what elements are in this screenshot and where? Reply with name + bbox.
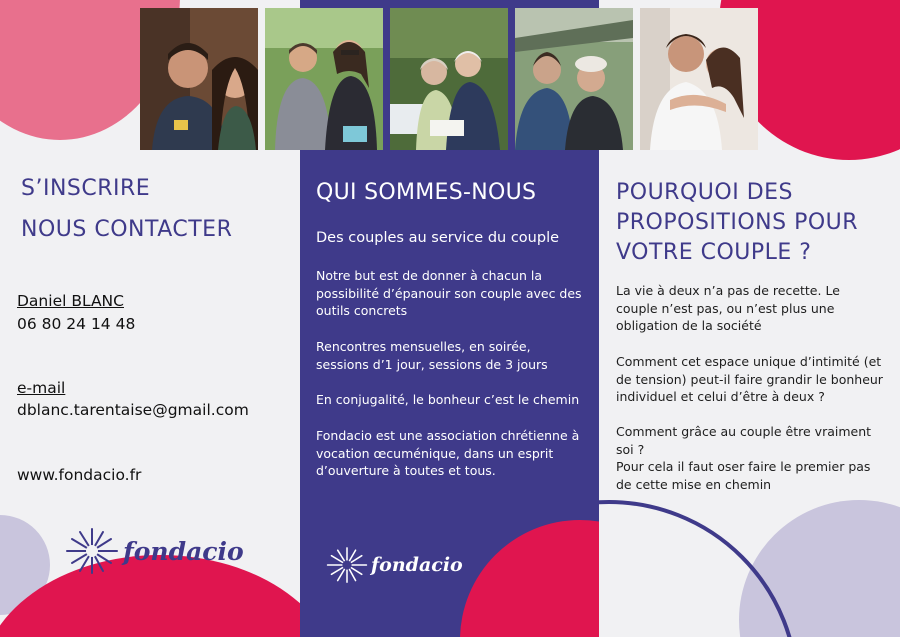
phone-number: 06 80 24 14 48: [17, 315, 136, 333]
why-paragraph: La vie à deux n’a pas de recette. Le couple n’est pas, ou n’est plus une obligation de la société: [616, 283, 840, 333]
why-title-line: VOTRE COUPLE ?: [616, 240, 812, 265]
email-address[interactable]: dblanc.tarentaise@gmail.com: [17, 401, 249, 419]
website-link[interactable]: www.fondacio.fr: [17, 466, 142, 484]
about-paragraph: Notre but est de donner à chacun la possibilité d’épanouir son couple avec des outils concrets: [316, 268, 582, 318]
why-title-line: PROPOSITIONS POUR: [616, 210, 859, 235]
couple-embracing-photo: [640, 8, 758, 150]
email-label: e-mail: [17, 379, 66, 397]
logo-wordmark: fondacio: [371, 554, 463, 576]
about-paragraph: En conjugalité, le bonheur c’est le chemin: [316, 392, 580, 407]
about-paragraph: Rencontres mensuelles, en soirée, sessions d’1 jour, sessions de 3 jours: [316, 339, 548, 372]
why-paragraph: Comment cet espace unique d’intimité (et de tension) peut-il faire grandir le bonheur individuel et celui d’être à deux ?: [616, 354, 883, 404]
why-paragraph: Pour cela il faut oser faire le premier pas de cette mise en chemin: [616, 459, 871, 492]
signup-heading: S’INSCRIRE: [21, 176, 151, 201]
about-title: QUI SOMMES-NOUS: [316, 180, 537, 205]
couple-smiling-photo: [140, 8, 258, 150]
fondacio-logo: [65, 527, 244, 575]
crimson-circle-decoration: [460, 520, 599, 637]
why-paragraph: Comment grâce au couple être vraiment soi ?: [616, 424, 872, 457]
about-subtitle: Des couples au service du couple: [316, 230, 560, 246]
sunburst-icon: [326, 546, 368, 584]
why-title-line: POURQUOI DES: [616, 180, 793, 205]
contact-heading: NOUS CONTACTER: [21, 217, 233, 242]
fondacio-logo: [326, 546, 463, 584]
logo-wordmark: fondacio: [123, 536, 244, 566]
group-discussion-photo: [265, 8, 383, 150]
sunburst-icon: [65, 527, 119, 575]
contact-name: Daniel BLANC: [17, 292, 124, 310]
about-paragraph: Fondacio est une association chrétienne à vocation œcuménique, dans un esprit d’ouverture à toutes et tous.: [316, 428, 580, 478]
couple-talking-photo: [515, 8, 633, 150]
seniors-reading-photo: [390, 8, 508, 150]
